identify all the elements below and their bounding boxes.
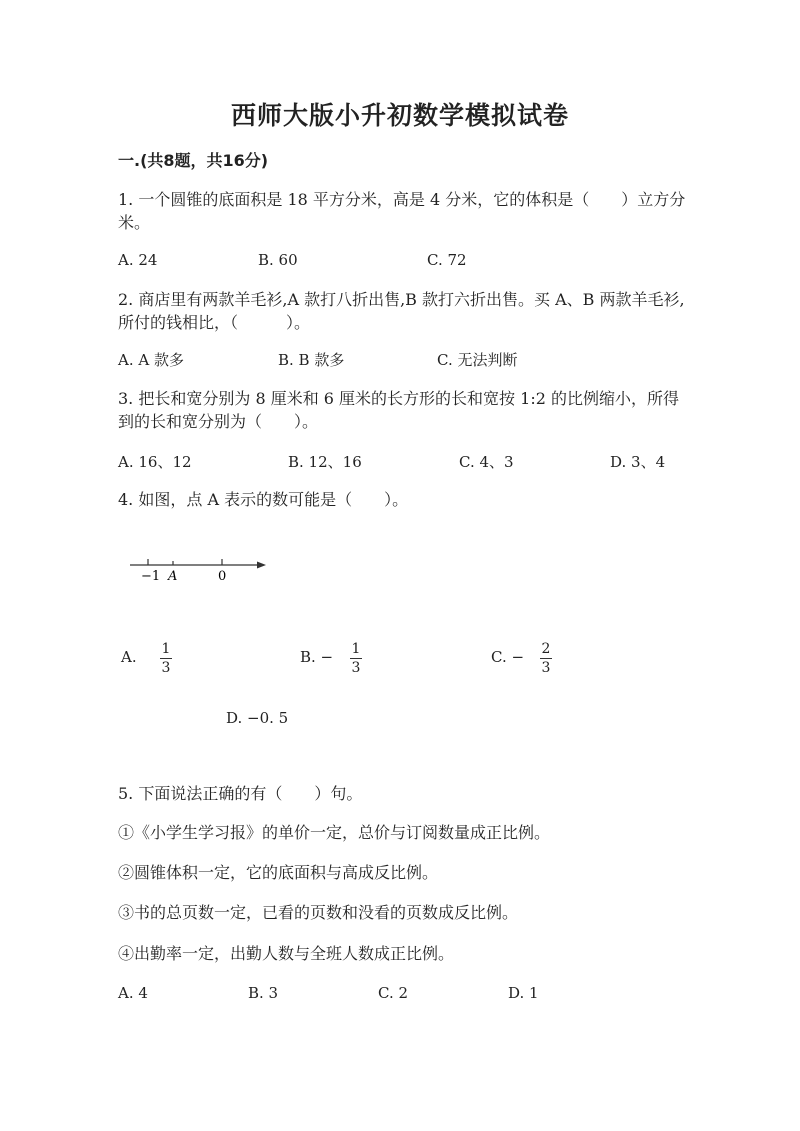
q3-option-b: B. 12、16 <box>288 453 362 471</box>
fraction-bar <box>540 658 552 659</box>
fraction-denominator: 3 <box>351 660 361 676</box>
question-1-text: 1. 一个圆锥的底面积是 18 平方分米，高是 4 分米，它的体积是（ ）立方分 <box>118 190 686 209</box>
q2-option-a: A. A 款多 <box>118 351 184 369</box>
question-4-text: 4. 如图，点 A 表示的数可能是（ ）。 <box>118 490 409 509</box>
q2-option-c: C. 无法判断 <box>437 351 518 369</box>
q4-option-b-label: B. − <box>300 648 334 666</box>
q4-option-c-label: C. − <box>491 648 525 666</box>
question-5-text: 5. 下面说法正确的有（ ）句。 <box>118 784 363 803</box>
fraction-bar <box>160 658 172 659</box>
statement-3: ③书的总页数一定，已看的页数和没看的页数成反比例。 <box>118 903 519 922</box>
question-3-text: 3. 把长和宽分别为 8 厘米和 6 厘米的长方形的长和宽按 1:2 的比例缩小，所得 <box>118 389 679 408</box>
question-2-text-cont: 所付的钱相比，（ ）。 <box>118 313 311 332</box>
q2-option-b: B. B 款多 <box>278 351 345 369</box>
fraction-denominator: 3 <box>541 660 551 676</box>
q5-option-b: B. 3 <box>248 984 279 1002</box>
fraction-denominator: 3 <box>161 660 171 676</box>
q3-option-a: A. 16、12 <box>118 453 192 471</box>
q4-option-a-label: A. <box>121 648 137 666</box>
q1-option-c: C. 72 <box>427 251 467 269</box>
question-2-text: 2. 商店里有两款羊毛衫,A 款打八折出售,B 款打六折出售。买 A、B 两款羊毛衫, <box>118 290 685 309</box>
label-zero: 0 <box>218 569 227 584</box>
fraction-numerator: 1 <box>351 641 361 657</box>
statement-1: ①《小学生学习报》的单价一定，总价与订阅数量成正比例。 <box>118 823 551 842</box>
label-minus-one: −1 <box>141 569 161 584</box>
q5-option-d: D. 1 <box>508 984 539 1002</box>
q3-option-c: C. 4、3 <box>459 453 514 471</box>
q1-option-a: A. 24 <box>118 251 158 269</box>
question-1-text-cont: 米。 <box>118 213 151 232</box>
statement-2: ②圆锥体积一定，它的底面积与高成反比例。 <box>118 863 439 882</box>
fraction-numerator: 2 <box>541 641 551 657</box>
statement-4: ④出勤率一定，出勤人数与全班人数成正比例。 <box>118 944 455 963</box>
q3-option-d: D. 3、4 <box>610 453 666 471</box>
q4-option-b-fraction <box>350 641 362 676</box>
fraction-bar <box>350 658 362 659</box>
q5-option-c: C. 2 <box>378 984 409 1002</box>
question-3-text-cont: 到的长和宽分别为（ ）。 <box>118 412 319 431</box>
q4-option-a-fraction <box>160 641 172 676</box>
q4-option-c-fraction <box>540 641 552 676</box>
q4-option-d: D. −0. 5 <box>226 709 289 727</box>
section-heading: 一.(共8题，共16分) <box>118 151 269 170</box>
fraction-numerator: 1 <box>161 641 171 657</box>
label-point-a: A <box>168 569 178 584</box>
q5-option-a: A. 4 <box>118 984 148 1002</box>
q1-option-b: B. 60 <box>258 251 298 269</box>
number-line-arrow-icon <box>257 562 266 569</box>
number-line-figure <box>118 550 278 590</box>
page-title: 西师大版小升初数学模拟试卷 <box>230 101 569 130</box>
